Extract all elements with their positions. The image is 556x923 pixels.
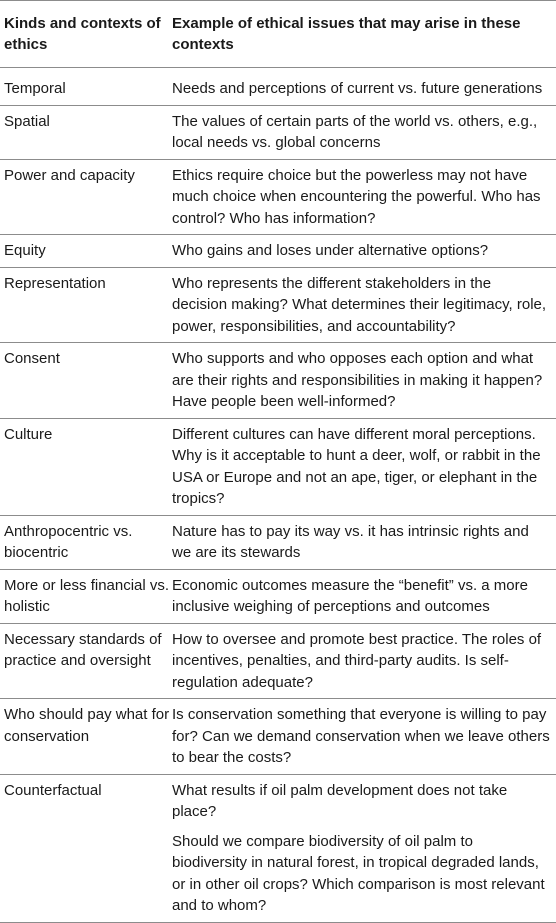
- example-cell: [172, 273, 556, 338]
- kind-cell: Counterfactual: [4, 781, 102, 799]
- kind-cell: Consent: [4, 350, 60, 367]
- example-paragraph: Who supports and who opposes each option and what are their rights and responsibilities in making it happen? Have people been well-informed?: [172, 350, 543, 410]
- kind-cell: Culture: [4, 425, 53, 443]
- table-row: [0, 699, 556, 775]
- header-examples: Example of ethical issues that may arise in these contexts: [172, 15, 521, 53]
- example-paragraph: Nature has to pay its way vs. it has intrinsic rights and we are its stewards: [172, 522, 529, 561]
- example-paragraph: Who gains and loses under alternative options?: [172, 242, 489, 259]
- example-cell: [172, 704, 556, 769]
- example-paragraph: Needs and perceptions of current vs. future generations: [172, 80, 543, 97]
- table-row: [0, 106, 556, 160]
- example-cell: [172, 780, 556, 917]
- kind-cell: Equity: [4, 242, 46, 259]
- table-row: [0, 68, 556, 106]
- example-paragraph: Ethics require choice but the powerless may not have much choice when encountering the powerful. Who has control? Who has information?: [172, 166, 541, 227]
- table-row: [0, 419, 556, 516]
- kind-cell: Representation: [4, 274, 106, 292]
- example-cell: [172, 165, 556, 230]
- kind-cell: Anthropocentric vs. biocentric: [4, 522, 133, 561]
- table-row: [0, 775, 556, 923]
- example-paragraph: What results if oil palm development does not take place?: [172, 781, 508, 820]
- example-paragraph: The values of certain parts of the world vs. others, e.g., local needs vs. global concerns: [172, 112, 538, 151]
- example-paragraph: Economic outcomes measure the “benefit” vs. a more inclusive weighing of perceptions and outcomes: [172, 576, 528, 615]
- example-cell: [172, 575, 556, 618]
- table-row: [0, 268, 556, 344]
- example-cell: [172, 424, 556, 510]
- table-row: [0, 570, 556, 624]
- header-kinds: Kinds and contexts of ethics: [4, 15, 161, 53]
- example-cell: [172, 521, 556, 564]
- kind-cell: Temporal: [4, 80, 66, 97]
- kind-cell: More or less financial vs. holistic: [4, 576, 170, 615]
- table-row: [0, 235, 556, 268]
- example-cell: [172, 240, 556, 262]
- kind-cell: Who should pay what for conservation: [4, 706, 170, 745]
- table-row: [0, 516, 556, 570]
- example-paragraph: Should we compare biodiversity of oil palm to biodiversity in natural forest, in tropical degraded lands, or in other oil crops? Which comparison is most relevant and to whom?: [172, 832, 545, 914]
- example-cell: [172, 78, 556, 100]
- example-paragraph: Is conservation something that everyone is willing to pay for? Can we demand conservation when we leave others to bear the costs?: [172, 706, 550, 766]
- kind-cell: Necessary standards of practice and oversight: [4, 630, 162, 669]
- kind-cell: Power and capacity: [4, 166, 135, 184]
- table-row: [0, 343, 556, 419]
- example-paragraph: Who represents the different stakeholders in the decision making? What determines their legitimacy, role, power, responsibilities, and accountability?: [172, 274, 547, 335]
- table-row: [0, 160, 556, 236]
- example-paragraph: Different cultures can have different moral perceptions. Why is it acceptable to hunt a deer, wolf, or rabbit in the USA or Europe and not an ape, tiger, or elephant in the tropics?: [172, 425, 541, 507]
- kind-cell: Spatial: [4, 112, 50, 130]
- table-row: [0, 624, 556, 700]
- table-body: [0, 68, 556, 923]
- example-paragraph: How to oversee and promote best practice. The roles of incentives, penalties, and third-party audits. Is self-regulation adequate?: [172, 630, 542, 691]
- example-cell: [172, 348, 556, 413]
- table-header: [0, 0, 556, 68]
- example-cell: [172, 629, 556, 694]
- example-cell: [172, 111, 556, 154]
